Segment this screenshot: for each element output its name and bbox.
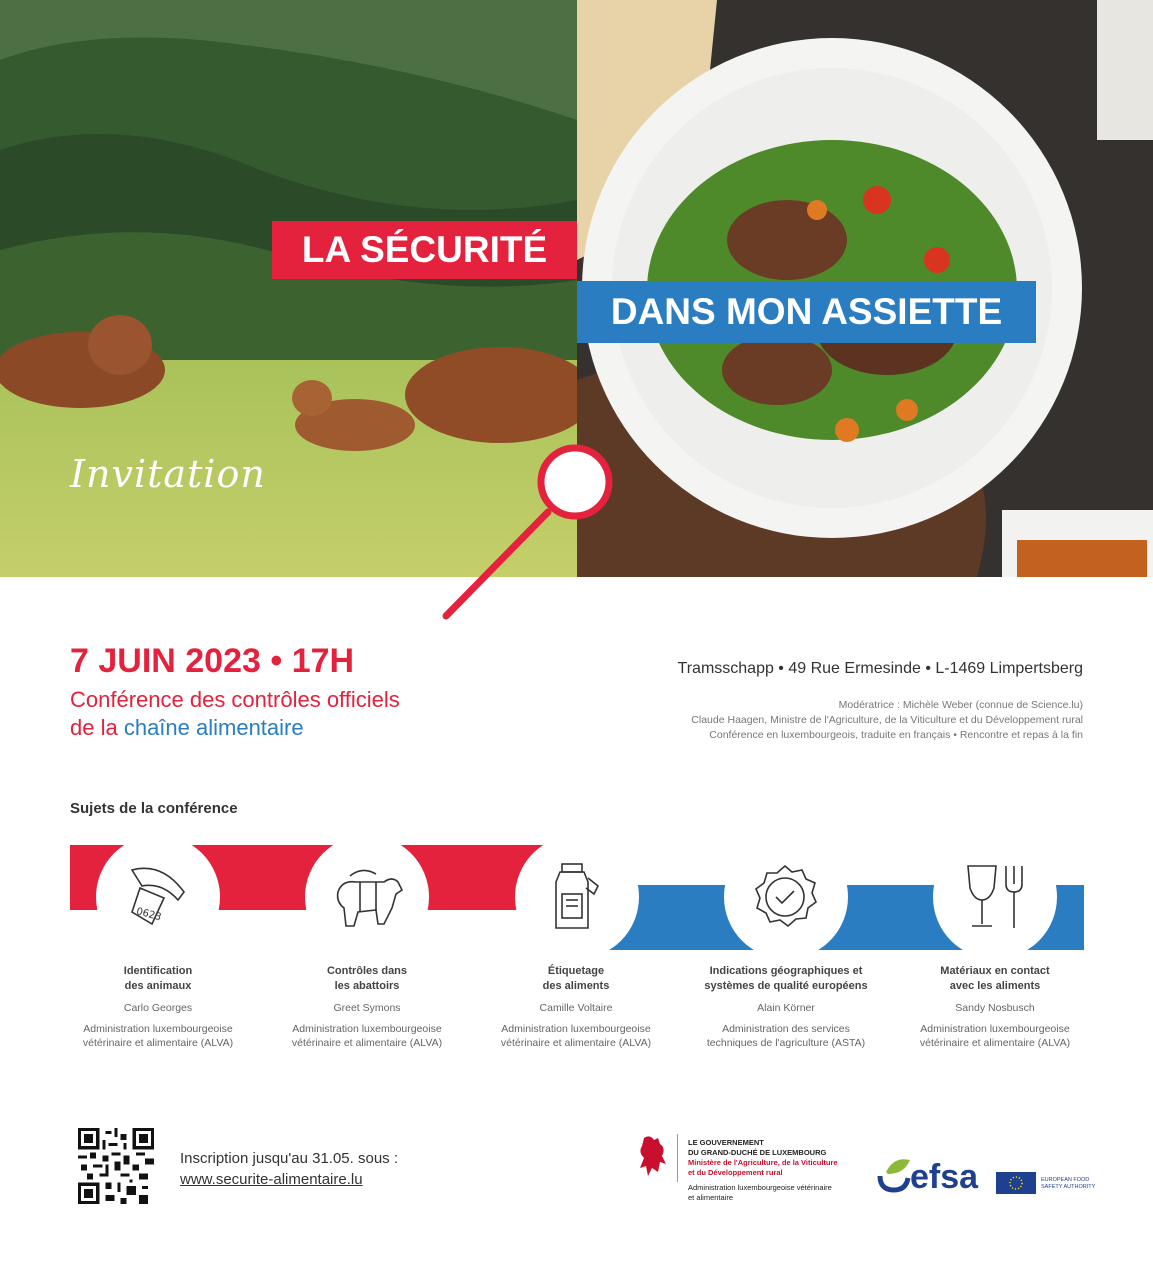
topic-speaker: Camille Voltaire <box>539 1002 613 1014</box>
topic-organization: Administration luxembourgeoise vétérinaire et alimentaire (ALVA) <box>291 1023 443 1049</box>
event-subtitle <box>70 686 400 742</box>
subtitle-highlight: chaîne alimentaire <box>123 715 304 740</box>
title-line-2: DANS MON ASSIETTE <box>577 281 1036 343</box>
topic-identification <box>68 964 248 1050</box>
detail-minister: Claude Haagen, Ministre de l'Agriculture, de la Viticulture et du Développement rural <box>691 714 1083 726</box>
detail-moderator: Modératrice : Michèle Weber (connue de Science.lu) <box>838 699 1083 711</box>
jar-label-icon <box>550 860 605 935</box>
topic-materiaux <box>905 964 1085 1050</box>
subtitle-line-1: Conférence des contrôles officiels <box>70 687 400 712</box>
registration-info <box>180 1148 398 1190</box>
venue-address: Tramsschapp • 49 Rue Ermesinde • L-1469 Limpertsberg <box>677 660 1083 677</box>
topic-indications <box>686 964 886 1050</box>
topic-organization: Administration luxembourgeoise vétérinaire et alimentaire (ALVA) <box>82 1023 234 1049</box>
topic-abattoirs <box>277 964 457 1050</box>
ear-tag-icon <box>122 862 192 932</box>
topic-organization: Administration luxembourgeoise vétérinaire et alimentaire (ALVA) <box>919 1023 1071 1049</box>
qr-code-icon[interactable] <box>78 1128 154 1204</box>
magnifier-icon <box>430 440 630 630</box>
subtitle-line-2 <box>70 714 400 742</box>
topics-heading: Sujets de la conférence <box>70 800 238 817</box>
efsa-leaf-icon <box>876 1154 912 1194</box>
efsa-authority-text: EUROPEAN FOOD SAFETY AUTHORITY <box>1041 1177 1096 1190</box>
government-logo-text: LE GOUVERNEMENT DU GRAND-DUCHÉ DE LUXEMBOURG Ministère de l'Agriculture, de la Viticulture et du Développement rural Administration luxembourgeoise vétérinaire et alimentaire <box>688 1138 838 1202</box>
title-line-1: LA SÉCURITÉ <box>272 221 577 279</box>
topic-title: Identification des animaux <box>123 965 193 992</box>
detail-language: Conférence en luxembourgeois, traduite en français • Rencontre et repas à la fin <box>709 729 1083 741</box>
topic-etiquetage <box>486 964 666 1050</box>
subtitle-prefix: de la <box>70 715 124 740</box>
topic-title: Étiquetage des aliments <box>542 965 610 992</box>
registration-link[interactable]: www.securite-alimentaire.lu <box>180 1171 363 1188</box>
logo-divider <box>677 1134 678 1182</box>
topic-speaker: Carlo Georges <box>123 1002 193 1014</box>
topic-speaker: Greet Symons <box>333 1002 401 1014</box>
topic-organization: Administration des services techniques de l'agriculture (ASTA) <box>706 1023 866 1049</box>
topic-title: Indications géographiques et systèmes de qualité européens <box>704 965 868 992</box>
registration-text: Inscription jusqu'au 31.05. sous : <box>180 1150 398 1167</box>
topic-speaker: Sandy Nosbusch <box>955 1002 1035 1014</box>
luxembourg-lion-icon <box>636 1134 670 1178</box>
quality-seal-icon <box>750 862 820 932</box>
glass-fork-icon <box>960 862 1030 932</box>
efsa-logo-text: efsa <box>910 1158 979 1196</box>
topic-organization: Administration luxembourgeoise vétérinaire et alimentaire (ALVA) <box>500 1023 652 1049</box>
event-date: 7 JUIN 2023 • 17H <box>70 642 355 680</box>
eu-flag-icon <box>996 1172 1036 1194</box>
svg-text:0623: 0623 <box>134 906 163 924</box>
topic-speaker: Alain Körner <box>757 1002 815 1014</box>
topic-title: Matériaux en contact avec les aliments <box>940 965 1050 992</box>
cow-cuts-icon <box>332 862 407 932</box>
invitation-label: Invitation <box>70 452 266 496</box>
topic-title: Contrôles dans les abattoirs <box>326 965 408 992</box>
event-details <box>691 698 1083 743</box>
